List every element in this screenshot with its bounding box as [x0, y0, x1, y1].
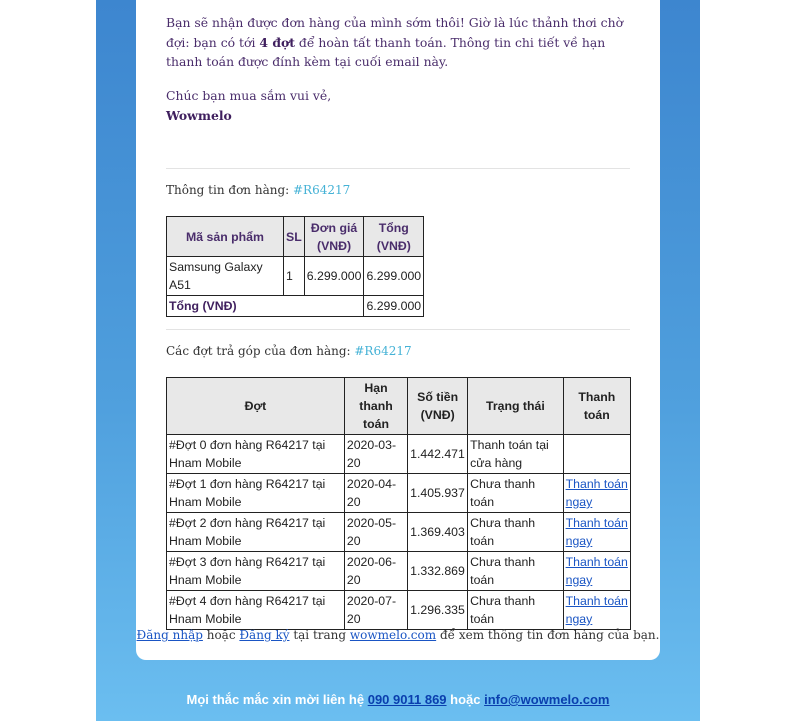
installment-due: 2020-07-20 [344, 591, 407, 630]
table-row [167, 513, 631, 552]
col-unit-price: Đơn giá (VNĐ) [304, 217, 364, 257]
installment-action [563, 474, 630, 513]
installment-amount: 1.296.335 [408, 591, 468, 630]
col-qty: SL [284, 217, 305, 257]
order-id-link[interactable]: #R64217 [292, 183, 351, 197]
table-row [167, 552, 631, 591]
table-row [167, 435, 631, 474]
account-note: Đăng nhập hoặc Đăng ký tại trang wowmelo.com để xem thông tin đơn hàng của bạn. [136, 628, 660, 642]
installment-amount: 1.332.869 [408, 552, 468, 591]
col-status: Trạng thái [468, 378, 563, 435]
installment-status: Chưa thanh toán [468, 513, 563, 552]
product-unit-price: 6.299.000 [304, 257, 364, 296]
installment-name: #Đợt 3 đơn hàng R64217 tại Hnam Mobile [167, 552, 345, 591]
installment-name: #Đợt 0 đơn hàng R64217 tại Hnam Mobile [167, 435, 345, 474]
table-row [167, 474, 631, 513]
installment-due: 2020-06-20 [344, 552, 407, 591]
table-row [167, 591, 631, 630]
installment-status: Chưa thanh toán [468, 591, 563, 630]
phone-link[interactable]: 090 9011 869 [367, 692, 447, 707]
col-installment: Đợt [167, 378, 345, 435]
divider [166, 168, 630, 169]
col-payment: Thanh toán [563, 378, 630, 435]
installment-action [563, 435, 630, 474]
installment-status: Chưa thanh toán [468, 474, 563, 513]
brand-name: Wowmelo [166, 107, 232, 123]
installment-due: 2020-04-20 [344, 474, 407, 513]
email-link[interactable]: info@wowmelo.com [484, 692, 610, 707]
installments-order-id-link[interactable]: #R64217 [354, 344, 412, 358]
installments-table [166, 377, 631, 630]
installment-amount: 1.405.937 [408, 474, 468, 513]
installment-name: #Đợt 4 đơn hàng R64217 tại Hnam Mobile [167, 591, 345, 630]
total-label: Tổng (VNĐ) [167, 296, 364, 317]
col-due-date: Hạn thanh toán [344, 378, 407, 435]
pay-now-link[interactable]: Thanh toán ngay [565, 555, 628, 587]
total-value: 6.299.000 [364, 296, 424, 317]
total-row [167, 296, 424, 317]
col-total: Tổng (VNĐ) [364, 217, 424, 257]
intro-paragraph [166, 13, 632, 72]
login-link[interactable]: Đăng nhập [136, 628, 203, 642]
col-amount: Số tiền (VNĐ) [408, 378, 468, 435]
contact-line: Mọi thắc mắc xin mời liên hệ 090 9011 869 hoặc info@wowmelo.com [186, 692, 610, 707]
installment-status: Thanh toán tại cửa hàng [468, 435, 563, 474]
installment-name: #Đợt 1 đơn hàng R64217 tại Hnam Mobile [167, 474, 345, 513]
pay-now-link[interactable]: Thanh toán ngay [565, 516, 628, 548]
installment-status: Chưa thanh toán [468, 552, 563, 591]
divider [166, 329, 630, 330]
installment-due: 2020-05-20 [344, 513, 407, 552]
pay-now-link[interactable]: Thanh toán ngay [565, 594, 628, 626]
email-card [136, 0, 660, 660]
intro-text-after: để hoàn tất thanh toán. Thông tin chi tiết về hạn thanh toán được đính kèm tại cuối email này. [166, 34, 606, 69]
table-row [167, 257, 424, 296]
product-total: 6.299.000 [364, 257, 424, 296]
signoff [166, 86, 331, 125]
installment-action [563, 591, 630, 630]
installment-action [563, 513, 630, 552]
pay-now-link[interactable]: Thanh toán ngay [565, 477, 628, 509]
installment-name: #Đợt 2 đơn hàng R64217 tại Hnam Mobile [167, 513, 345, 552]
col-product: Mã sản phẩm [167, 217, 284, 257]
installment-amount: 1.369.403 [408, 513, 468, 552]
installment-due: 2020-03-20 [344, 435, 407, 474]
order-table [166, 216, 424, 317]
order-info-label: Thông tin đơn hàng: #R64217 [166, 183, 351, 197]
intro-highlight: 4 đợt [259, 34, 295, 50]
installment-amount: 1.442.471 [408, 435, 468, 474]
installment-action [563, 552, 630, 591]
site-link[interactable]: wowmelo.com [349, 628, 437, 642]
register-link[interactable]: Đăng ký [239, 628, 290, 642]
product-qty: 1 [284, 257, 305, 296]
installments-label: Các đợt trả góp của đơn hàng: #R64217 [166, 344, 412, 358]
product-name: Samsung Galaxy A51 [167, 257, 284, 296]
intro-text-before: Bạn sẽ nhận được đơn hàng của mình sớm thôi! Giờ là lúc thảnh thơi chờ đợi: bạn có tới [166, 15, 624, 50]
greeting: Chúc bạn mua sắm vui vẻ, [166, 88, 332, 103]
